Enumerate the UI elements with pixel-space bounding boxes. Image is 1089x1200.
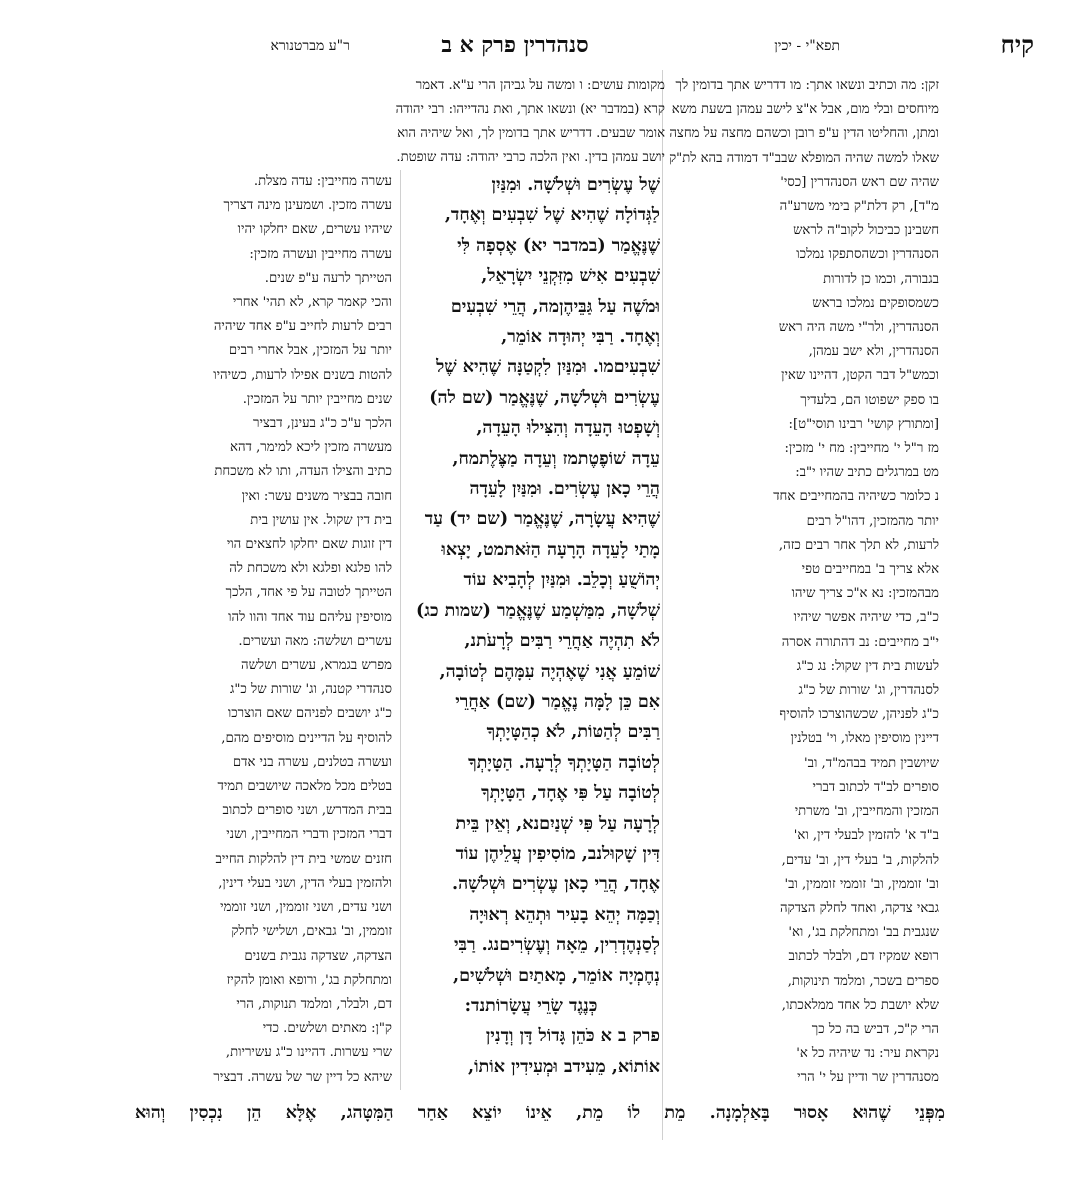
text-line: בגבורה, וכמו כן לדורות	[823, 271, 939, 287]
text-line: י"ב מחייבים: נב דהתורה אסרה	[781, 634, 939, 650]
text-line: לעשות בית דין שקול: נג כ"ג	[796, 658, 939, 674]
text-line: אוֹתוֹא, מֵעִידב וּמְעִידִין אוֹתוֹ,	[468, 1056, 660, 1077]
text-line: ספרים בשכר, ומלמד תינוקות,	[787, 973, 939, 989]
text-line: גבאי צדקה, ואחד לחלק הצדקה	[779, 900, 939, 916]
text-line: שיהיו עשרים, שאם יחלקו יהיו	[237, 222, 392, 238]
text-line: שֶׁל עֶשְׂרִים וּשְׁלֹשָׁה. וּמִנַּיִן	[491, 175, 660, 195]
mishnah-text	[402, 170, 660, 1086]
text-line: עֵדָה שׁוֹפֶטֶתמז וְעֵדָה מַצֶּלֶתמח,	[452, 448, 660, 469]
text-line: לַגְּדוֹלָה שֶׁהִיא שֶׁל שִׁבְעִים וְאֶחָד,	[444, 205, 660, 226]
text-line: להטות בשנים אפילו לרעות, כשיהיו	[213, 367, 392, 383]
text-line: להו פלגא ופלגא ולא משכחת לה	[229, 561, 392, 577]
text-line: לֹא תִהְיֶה אַחֲרֵי רַבִּים לְרָעֹתנ,	[464, 631, 660, 652]
text-line: שנים מחייבין יותר על המזכין.	[242, 391, 392, 407]
text-line: מסנהדרין שר ודיין על י' הרי	[797, 1070, 939, 1086]
text-line: אֶחָד, הֲרֵי כָאן עֶשְׂרִים וּשְׁלֹשָׁה.	[452, 874, 660, 895]
text-line: להלקות, ב' בעלי דין, וב' עדים,	[781, 852, 939, 868]
text-line: שֶׁנֶּאֱמַר (במדבר יא) אֶסְפָה לִּי	[457, 235, 660, 256]
text-line: הרי ק"כ, דביש בה כל כך	[811, 1021, 939, 1037]
text-line: מָתַי לָעֵדָה הָרָעָה הַזֹּאתמט, יָצְאוּ	[441, 539, 660, 560]
text-line: עשרים ושלשה: מאה ועשרים.	[238, 633, 392, 649]
text-line: הסנהדרין, ולר"י משה היה ראש	[778, 320, 939, 336]
text-line: ועשרה בטלנים, עשרה בני אדם	[232, 754, 392, 770]
bartenura-commentary	[145, 170, 392, 1086]
text-line: מיוחסים ובלי מום, אבל א"צ לישב עמהן בשעת משא	[671, 102, 939, 118]
text-line: בית דין שקול. אין עושין בית	[250, 512, 392, 528]
text-line: אומר שבעים. דדריש אתך בדומין לך, ואל שיהיה הוא	[397, 126, 665, 141]
column-divider	[400, 170, 401, 1090]
text-line: בו ספק ישפוטו הם, בלעדיך	[800, 392, 939, 408]
text-line: לסנהדרין, וג' שורות של כ"ג	[798, 683, 939, 699]
text-line: הצדקה, שצדקה נגבית בשנים	[244, 948, 392, 964]
text-line: נְחֶמְיָה אוֹמֵר, מָאתַיִם וּשְׁלֹשִׁים,	[453, 965, 660, 986]
text-line: לְטוֹבָה עַל פִּי אֶחָד, הַטָּיָתְךָ	[481, 783, 660, 804]
text-line: אלא צריך ב' במחייבים טפי	[801, 562, 939, 578]
bartenura-commentary-top	[145, 74, 665, 170]
text-line: מז ר"ל י' מחייבין: מח י' מזכין:	[784, 441, 939, 457]
mishnah-bottom-line: מִפְּנֵי שֶׁהוּא אָסוּר בָּאַלְמָנָה. מֵת לוֹ מֵת, אֵינוֹ יוֹצֵא אַחַר הַמִּטָּהג, אֶלָּא הֵן נִכְסִין וְהוּא	[135, 1103, 945, 1123]
text-line: מ"ד], רק דלת"ק בימי משרע"ה	[779, 199, 939, 215]
text-line: ק"ן: מאתים ושלשים. כדי	[262, 1021, 392, 1037]
text-line: ומתן, והחליטו הדין ע"פ רובן וכשהם מחצה על מחצה	[669, 126, 939, 142]
text-line: שִׁבְעִיםמו. וּמִנַּיִן לִקְטַנָּה שֶׁהִיא שֶׁל	[436, 357, 660, 378]
page-title: סנהדרין פרק א ב	[441, 32, 589, 58]
text-line: נקראת עיר: נד שיהיה כל א'	[796, 1046, 939, 1062]
text-line: יושב עמהן בדין. ואין הלכה כרבי יהודה: עדה שופטת.	[396, 150, 665, 165]
text-line: דם, ולבלר, ומלמד תנוקות, הרי	[236, 996, 392, 1012]
text-line: חשבינן כביכול לקוב"ה לראש	[793, 223, 939, 239]
text-line: בבית המדרש, ושני סופרים לכתוב	[222, 803, 392, 819]
text-line: שיושבין תמיד בבהמ"ד, וב'	[804, 755, 939, 771]
text-line: לְרָעָה עַל פִּי שְׁנַיִםנא, וְאֵין בֵּית	[455, 813, 660, 834]
text-line: הֲרֵי כָאן עֶשְׂרִים. וּמִנַּיִן לָעֵדָה	[469, 479, 660, 500]
text-line: ולהזמין בעלי הדין, ושני בעלי דינין,	[218, 875, 392, 891]
header-bartenura-label: ר"ע מברטנורא	[270, 38, 350, 54]
text-line: וְאֶחָד. רַבִּי יְהוּדָה אוֹמֵר,	[501, 327, 660, 348]
text-line: זקן: מה וכתיב ונשאו אתך: מו דדריש אתך בדומין לך	[675, 78, 939, 93]
text-line: רופא שמקיז דם, ולבלר לכתוב	[788, 949, 939, 965]
text-line: שנגבית בב' ומתחלקת בג', וא'	[788, 925, 939, 941]
text-line: עשרה מחייבין: עדה מצלת.	[253, 174, 392, 189]
text-line: מבהמזכין: נא א"כ צריך שיהו	[791, 586, 939, 602]
text-line: וב' זוממין, וב' זוממי זוממין, וב'	[784, 876, 939, 892]
text-line: שׁוֹמֵעַ אֲנִי שֶׁאֶהְיֶה עִמָּהֶם לְטוֹבָה,	[439, 661, 660, 682]
header-tiferet-label: תפא"י - יכין	[774, 38, 840, 54]
tiferet-yisrael-commentary	[665, 74, 939, 1086]
text-line: לְסַנְהֶדְרִין, מֵאָה וְעֶשְׂרִיםנג. רַבִּי	[453, 935, 660, 956]
text-line: דִּין שָׁקוּלנב, מוֹסִיפִין עֲלֵיהֶן עוֹד	[455, 843, 660, 864]
text-line: קרא (במדבר יא) ונשאו אתך, ואת נהדייהו: רבי יהודה	[395, 102, 665, 117]
text-line: מט במרגלים כתיב שהיו י"ב:	[795, 465, 939, 481]
text-line: וּמֹשֶׁה עַל גַּבֵּיהֶןמה, הֲרֵי שִׁבְעִים	[450, 296, 660, 317]
text-line: וְכַמָּה יְהֵא בָעִיר וּתְהֵא רְאוּיָה	[469, 904, 660, 925]
text-line: לרעות, לא תלך אחר רבים כזה,	[778, 537, 939, 553]
text-line: בטלים מכל מלאכה שיושבים תמיד	[217, 779, 392, 795]
text-line: נ כלומר כשיהיה בהמחייבים אחד	[773, 489, 939, 505]
text-line: שִׁבְעִים אִישׁ מִזִּקְנֵי יִשְׂרָאֵל,	[481, 266, 660, 287]
text-line: כ"ב, כדי שיהיה אפשר שיהיו	[793, 610, 939, 626]
text-line: הטייתך לטובה על פי אחד, הלכך	[225, 585, 392, 601]
text-line: מפרש בגמרא, עשרים ושלשה	[241, 658, 392, 674]
text-line: להוסיף על הדיינים מוסיפים מהם,	[221, 730, 392, 746]
text-line: והכי קאמר קרא, לא תהי' אחרי	[232, 295, 392, 311]
text-line: עשרה מחייבין ועשרה מזכין:	[249, 246, 392, 262]
column-divider	[662, 70, 663, 1140]
text-line: סופרים לב"ד לכתוב דברי	[812, 779, 939, 795]
text-line: זוממין, וב' גבאים, ושלישי לחלק	[231, 924, 392, 940]
text-line: [ומתורץ קושי' רבינו תוסי"ט]:	[788, 416, 939, 432]
text-line: מוסיפין עליהם עוד אחד והוו להו	[228, 609, 392, 625]
text-line: עֶשְׂרִים וּשְׁלֹשָׁה, שֶׁנֶּאֱמַר (שם לה)	[429, 387, 660, 408]
text-line: חזנים שמשי בית דין להלקות החייב	[215, 851, 392, 867]
text-line: ומתחלקת בג', ורופא ואומן להקיז	[226, 972, 392, 988]
text-line: כ"ג יושבים לפניהם שאם הוצרכו	[227, 706, 392, 722]
text-line: המזכין והמחייבין, וב' משרתי	[794, 804, 939, 820]
text-line: הסנהדרין, ולא ישב עמהן,	[808, 344, 939, 360]
text-line: ושני עדים, ושני זוממין, ושני זוממי	[220, 900, 392, 916]
text-line: יותר מהמזכין, דהו"ל רבים	[806, 513, 939, 529]
text-line: מקומות עושים: ו ומשה על גביהן הרי ע"א. דאמר	[415, 78, 665, 93]
text-line: וכמש"ל דבר הקטן, דהיינו שאין	[781, 368, 939, 384]
text-line: יותר על המזכין, אבל אחרי רבים	[228, 343, 392, 359]
page-number: קיח	[1000, 30, 1034, 59]
text-line: אִם כֵּן לָמָּה נֶאֱמַר (שם) אַחֲרֵי	[455, 691, 660, 712]
text-line: שלא יושבת כל אחד ממלאכתו,	[781, 997, 939, 1013]
text-line: לְטוֹבָה הַטָּיָתְךָ לְרָעָה. הַטָּיָתְךָ	[468, 752, 660, 773]
text-line: דברי המזכין ודברי המחייבין, ושני	[226, 827, 392, 843]
text-line: הטייתך לרעה ע"פ שנים.	[264, 270, 392, 286]
text-line: יְהוֹשֻׁעַ וְכָלֵב. וּמִנַּיִן לְהָבִיא עוֹד	[463, 570, 660, 591]
text-line: כְּנֶגֶד שָׂרֵי עֲשָׂרוֹתנד:	[464, 995, 598, 1016]
text-line	[402, 1082, 660, 1086]
text-line: שרי עשרות. דהיינו כ"ג עשיריות,	[225, 1045, 392, 1061]
text-line: רַבִּים לְהַטּוֹת, לֹא כְהַטָּיָתְךָ	[486, 722, 660, 743]
text-line: וְשָׁפְטוּ הָעֵדָה וְהִצִּילוּ הָעֵדָה,	[476, 418, 660, 439]
text-line: דיינין מוסיפין מאלו, וי' בטלנין	[790, 731, 939, 747]
text-line: חובה בבציר משנים עשר: ואין	[241, 488, 392, 504]
text-line: הסנהדרין וכשהסתפקו נמלכו	[796, 247, 939, 263]
text-line: כתיב והצילו העדה, ותו לא משכחת	[214, 464, 392, 480]
text-line: סנהדרי קטנה, וג' שורות של כ"ג	[229, 682, 392, 698]
text-line: מעשרה מזכין ליכא למימר, דהא	[230, 440, 392, 456]
text-line: רבים לרעות לחייב ע"פ אחד שיהיה	[213, 319, 392, 335]
text-line: דין זוגות שאם יחלקו לחצאים הוי	[226, 537, 392, 553]
text-line: שְׁלֹשָׁה, מִמַּשְׁמַע שֶׁנֶּאֱמַר (שמות כג)	[415, 600, 660, 621]
text-line: שאלו למשה שהיה המופלא שבב"ד דמודה בהא לת"ק	[669, 150, 939, 166]
text-line: פרק ב א כֹּהֵן גָּדוֹל דָּן וְדָנִין	[485, 1026, 660, 1047]
text-line: שיהא כל דיין שר של עשרה. דבציר	[213, 1069, 392, 1085]
text-line: כ"ג לפניהן, שכשהוצרכו להוסיף	[779, 707, 939, 723]
text-line: עשרה מזכין. ושמעינן מינה דצריך	[223, 198, 392, 214]
text-line: כשמסופקים נמלכו בראש	[812, 295, 939, 311]
text-line: הלכך ע"כ כ"ג בעינן, דבציר	[253, 416, 392, 432]
text-line: שהיה שם ראש הסנהדרין [כסי'	[780, 174, 939, 190]
text-line: ב"ד א' להזמין לבעלי דין, וא'	[793, 828, 939, 844]
text-line: שֶׁהִיא עֲשָׂרָה, שֶׁנֶּאֱמַר (שם יד) עַד	[424, 509, 660, 530]
